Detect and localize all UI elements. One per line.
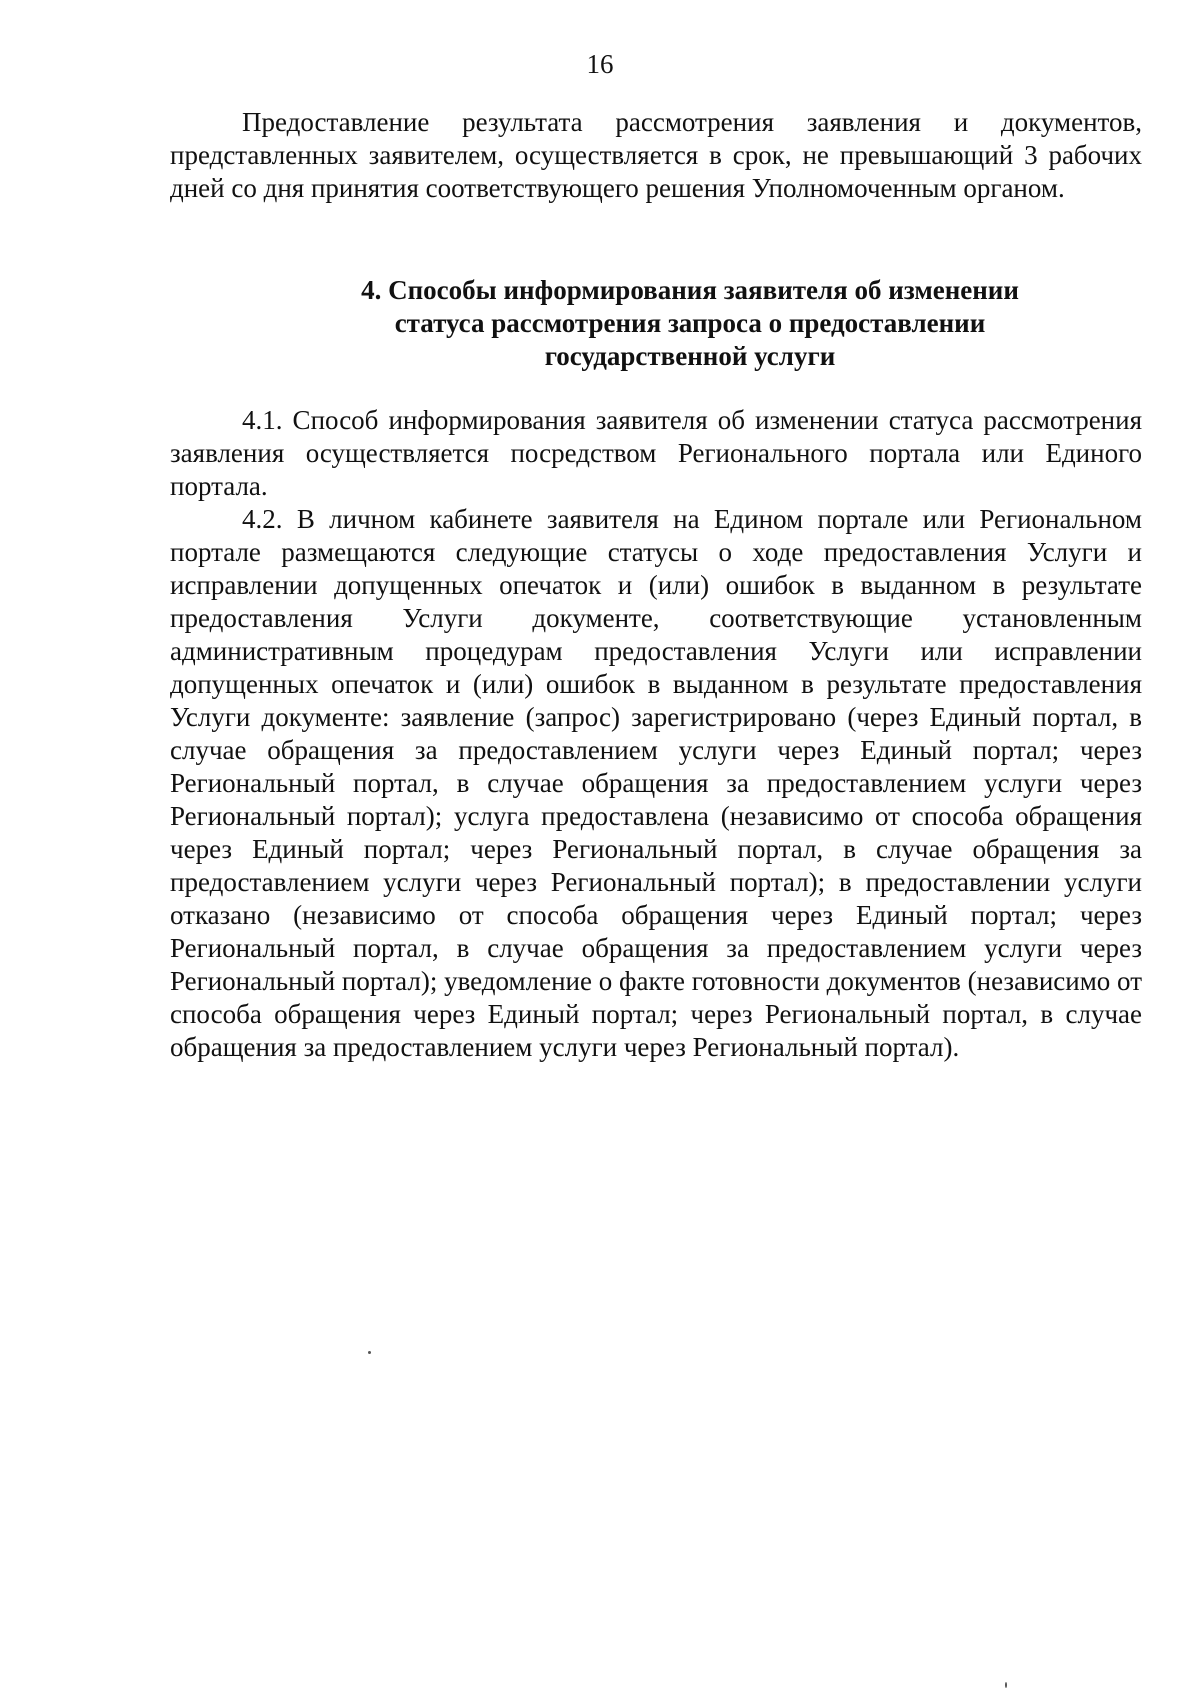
- intro-paragraph: Предоставление результата рассмотрения заявления и документов, представленных заявителем, осуществляется в срок, не превышающий 3 рабочих дней со дня принятия соответствующего решения Уполномоченным органом.: [170, 107, 1142, 203]
- paragraph-4-2: 4.2. В личном кабинете заявителя на Едином портале или Региональном портале размещаются следующие статусы о ходе предоставления Услуги и исправлении допущенных опечаток и (или) ошибок в выданном в результате предоставления Услуги документе, соответствующие установленным административным процедурам предоставления Услуги или исправлении допущенных опечаток и (или) ошибок в выданном в результате предоставления Услуги документе: заявление (запрос) зарегистрировано (через Единый портал, в случае обращения за предоставлением услуги через Единый портал; через Региональный портал, в случае обращения за предоставлением услуги через Региональный портал); услуга предоставлена (независимо от способа обращения через Единый портал; через Региональный портал, в случае обращения за предоставлением услуги через Региональный портал); в предоставлении услуги отказано (независимо от способа обращения через Единый портал; через Региональный портал, в случае обращения за предоставлением услуги через Региональный портал); уведомление о факте готовности документов (независимо от способа обращения через Единый портал; через Региональный портал, в случае обращения за предоставлением услуги через Региональный портал).: [170, 504, 1142, 1062]
- section-heading-line-1: 4. Способы информирования заявителя об изменении: [361, 275, 1019, 305]
- scan-speck: [368, 1351, 371, 1354]
- scan-speck: [1005, 1682, 1007, 1688]
- section-body: [170, 404, 1142, 1064]
- section-heading: [240, 274, 1140, 373]
- intro-paragraph-block: [170, 106, 1142, 205]
- section-heading-line-3: государственной услуги: [544, 341, 836, 371]
- section-heading-line-2: статуса рассмотрения запроса о предоставлении: [394, 308, 986, 338]
- paragraph-4-1: 4.1. Способ информирования заявителя об изменении статуса рассмотрения заявления осуществляется посредством Регионального портала или Единого портала.: [170, 405, 1142, 501]
- page-number: 16: [586, 49, 614, 79]
